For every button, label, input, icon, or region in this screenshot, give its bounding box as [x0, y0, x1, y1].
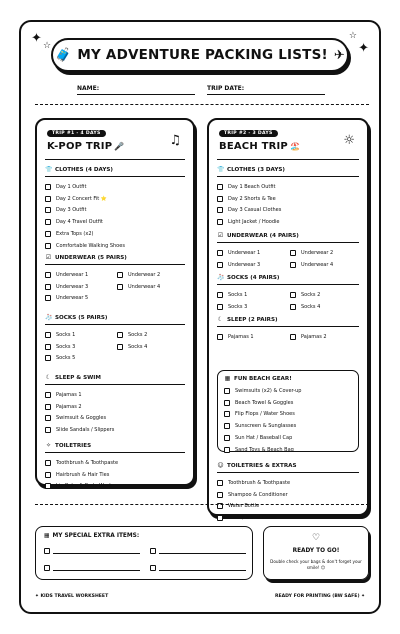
divider	[45, 264, 185, 265]
checklist-item-label: Day 1 Outfit	[56, 183, 87, 190]
checklist-item[interactable]	[217, 289, 286, 301]
checklist-item-label: Underwear 5	[56, 295, 89, 302]
checkbox[interactable]	[217, 515, 223, 521]
star-outline-icon: ☆	[43, 41, 52, 51]
trip-date-field[interactable]	[207, 94, 325, 95]
section-heading-text: SLEEP (2 PAIRS)	[227, 316, 278, 323]
title-banner	[51, 38, 349, 72]
checklist-item-label: Socks 1	[56, 331, 76, 338]
section-heading	[217, 316, 359, 323]
checklist	[45, 329, 185, 364]
divider	[217, 284, 359, 285]
checkbox[interactable]	[217, 196, 223, 202]
checklist-item-label: Toothbrush & Toothpaste	[228, 479, 291, 486]
checkbox[interactable]	[217, 480, 223, 486]
smiley-icon: ☺	[217, 462, 224, 469]
section-heading	[45, 374, 185, 381]
checkbox[interactable]	[45, 184, 51, 190]
extra-item	[150, 562, 246, 571]
checklist-item-label: Hairbrush & Hair Ties	[56, 471, 110, 478]
checklist-item-label: Flip Flops / Water Shoes	[235, 411, 295, 418]
checklist-item[interactable]	[45, 341, 113, 353]
checklist-item[interactable]	[117, 281, 185, 293]
checklist-item[interactable]	[45, 389, 185, 401]
checklist	[217, 181, 359, 228]
checklist	[217, 289, 359, 313]
checklist-item-label: Pajamas 2	[56, 403, 82, 410]
footer	[35, 594, 365, 599]
shirt-icon: 👕	[45, 166, 53, 173]
checklist-item-label: Socks 2	[301, 291, 321, 298]
checklist-item[interactable]	[117, 269, 185, 281]
checkbox[interactable]	[224, 435, 230, 441]
checklist-item-label: Underwear 1	[56, 271, 89, 278]
checklist-item-label: Socks 3	[228, 303, 248, 310]
checklist	[45, 389, 185, 436]
checklist-item-label: Lip Balm & Body Wash	[56, 483, 113, 490]
star-outline-icon: ☆	[348, 31, 357, 41]
sock-icon: 🧦	[45, 314, 53, 321]
checkbox[interactable]	[45, 332, 51, 338]
trip-title-text: BEACH TRIP	[219, 141, 288, 152]
extra-item-field[interactable]	[53, 565, 140, 571]
extra-items-grid	[44, 545, 246, 571]
sleep-section	[217, 316, 359, 343]
checkbox[interactable]	[290, 250, 296, 256]
section-heading	[45, 254, 185, 261]
ready-note: Double check your bags & don't forget your smile! 😊	[270, 559, 362, 570]
checklist-item-label: Day 3 Casual Clothes	[228, 207, 282, 214]
checkbox[interactable]	[45, 219, 51, 225]
checklist-item[interactable]	[290, 301, 359, 313]
checklist-item-label: Comfortable Walking Shoes	[56, 242, 125, 249]
divider	[217, 159, 359, 160]
checklist-item[interactable]	[217, 259, 286, 271]
checklist-item-label: Day 2 Concert Fit ⭐	[56, 195, 108, 202]
checkbox[interactable]	[290, 334, 296, 340]
sock-icon: 🧦	[217, 274, 225, 281]
toiletries-section	[45, 442, 185, 492]
checkbox[interactable]	[290, 262, 296, 268]
checklist-item-label: Sunscreen & Sunglasses	[235, 423, 297, 430]
music-note-icon: ♫	[169, 133, 181, 148]
checklist-item[interactable]	[117, 341, 185, 353]
sparkle-icon: ✧	[45, 442, 52, 449]
clothes-section	[45, 166, 185, 252]
checklist-item[interactable]	[290, 331, 359, 343]
checklist-item-label: Socks 1	[228, 291, 248, 298]
checklist-item[interactable]	[217, 331, 286, 343]
checklist-item[interactable]	[224, 444, 352, 456]
checklist-item-label: Pajamas 2	[301, 333, 327, 340]
checklist-item-label: Underwear 4	[128, 283, 161, 290]
section-heading	[217, 462, 359, 469]
checklist-item[interactable]	[224, 397, 352, 409]
checkbox[interactable]	[45, 231, 51, 237]
checklist-item-label: Underwear 1	[228, 249, 261, 256]
moon-icon: ☾	[217, 316, 224, 323]
checkbox[interactable]	[217, 292, 223, 298]
checkbox[interactable]	[217, 492, 223, 498]
section-heading-text: UNDERWEAR (5 PAIRS)	[55, 254, 127, 261]
checklist-item-label: Toothbrush & Toothpaste	[56, 459, 119, 466]
suitcase-icon: 🧳	[55, 47, 72, 63]
checklist-item[interactable]	[217, 501, 359, 513]
checkbox[interactable]	[217, 219, 223, 225]
extra-item-field[interactable]	[159, 548, 246, 554]
section-heading-text: UNDERWEAR (4 PAIRS)	[227, 232, 299, 239]
checkbox[interactable]	[44, 565, 50, 571]
ready-title: READY TO GO!	[292, 548, 340, 554]
checklist-item-label: Day 3 Outfit	[56, 207, 87, 214]
section-heading	[45, 314, 185, 321]
checklist-item-label: Sun Hat / Baseball Cap	[235, 435, 293, 442]
checklist-item-label: Underwear 2	[301, 249, 334, 256]
checkbox[interactable]	[224, 400, 230, 406]
checklist-item-label: Water Bottle	[228, 503, 260, 510]
checklist-item[interactable]	[224, 420, 352, 432]
checklist-item-label: Shampoo & Conditioner	[228, 491, 288, 498]
checklist-item[interactable]	[217, 247, 286, 259]
checklist-item-label: Socks 4	[301, 303, 321, 310]
extra-items-box	[35, 526, 253, 580]
section-heading-text: CLOTHES (3 DAYS)	[227, 166, 285, 173]
checkbox[interactable]	[224, 423, 230, 429]
divider	[35, 504, 369, 505]
section-heading-text: CLOTHES (4 DAYS)	[55, 166, 113, 173]
checklist-item[interactable]	[45, 240, 185, 252]
checklist-item[interactable]	[117, 329, 185, 341]
checklist	[217, 477, 359, 524]
checklist-item[interactable]	[224, 385, 352, 397]
microphone-icon: 🎤	[114, 142, 125, 151]
checklist	[217, 247, 359, 271]
checkbox[interactable]	[217, 304, 223, 310]
checklist-item[interactable]	[45, 481, 185, 493]
checkbox[interactable]	[45, 344, 51, 350]
trip-title	[219, 141, 300, 152]
checkbox[interactable]	[45, 415, 51, 421]
checkbox[interactable]	[224, 388, 230, 394]
checkbox-icon: ☑	[217, 232, 224, 239]
checklist-item-label: Swimsuits (x2) & Cover-up	[235, 387, 302, 394]
checkbox[interactable]	[224, 447, 230, 453]
checklist-item-label: Socks 5	[56, 355, 76, 362]
underwear-section	[217, 232, 359, 271]
checklist-item[interactable]	[224, 432, 352, 444]
section-heading	[217, 232, 359, 239]
checkbox[interactable]	[217, 207, 223, 213]
checkbox[interactable]	[45, 355, 51, 361]
moon-icon: ☾	[45, 374, 52, 381]
checklist-item[interactable]	[45, 181, 185, 193]
socks-section	[217, 274, 359, 313]
checklist-item[interactable]	[45, 353, 113, 365]
checklist-item[interactable]	[45, 269, 113, 281]
sun-icon: ☼	[343, 133, 355, 148]
divider	[45, 324, 185, 325]
checklist-item[interactable]	[217, 193, 359, 205]
checklist-item[interactable]	[217, 205, 359, 217]
checklist-item-label: Socks 4	[128, 343, 148, 350]
section-heading	[45, 442, 185, 449]
section-heading-text: SOCKS (4 PAIRS)	[227, 274, 280, 281]
beach-gear-box	[217, 370, 359, 452]
divider	[217, 326, 359, 327]
checklist-item[interactable]	[224, 409, 352, 421]
checklist-item[interactable]	[45, 293, 113, 305]
underwear-section	[45, 254, 185, 304]
airplane-icon: ✈	[333, 47, 345, 63]
beach-umbrella-icon: 🏖️	[289, 142, 301, 151]
checklist-item-label: Underwear 4	[301, 261, 334, 268]
checklist-item[interactable]	[45, 469, 185, 481]
extra-item	[150, 545, 246, 554]
checklist-item-label: Swimsuit & Goggles	[56, 415, 107, 422]
extra-item-field[interactable]	[53, 548, 140, 554]
extra-item	[44, 562, 140, 571]
divider	[45, 159, 185, 160]
checkbox[interactable]	[224, 411, 230, 417]
bag-icon: ▦	[44, 533, 50, 539]
section-heading	[45, 166, 185, 173]
trip-badge: TRIP #2 - 3 DAYS	[219, 130, 278, 137]
checklist-item[interactable]	[45, 228, 185, 240]
worksheet-page	[19, 20, 381, 614]
checklist-item[interactable]	[290, 289, 359, 301]
section-heading-text: SOCKS (5 PAIRS)	[55, 314, 108, 321]
divider	[45, 384, 185, 385]
footer-left: ✦ KIDS TRAVEL WORKSHEET	[35, 594, 109, 599]
checkbox[interactable]	[117, 284, 123, 290]
clothes-section	[217, 166, 359, 228]
checkbox[interactable]	[44, 548, 50, 554]
sleep-section	[45, 374, 185, 436]
checklist-item[interactable]	[45, 216, 185, 228]
checklist-item-label: Extra Tops (x2)	[56, 231, 94, 238]
section-heading-text: SLEEP & SWIM	[55, 374, 101, 381]
section-heading-text: TOILETRIES	[55, 442, 92, 449]
extra-item	[44, 545, 140, 554]
toiletries-section	[217, 462, 359, 524]
checklist	[45, 181, 185, 252]
checkbox[interactable]	[217, 334, 223, 340]
checklist-item-label: Light Jacket / Hoodie	[228, 219, 280, 226]
divider	[217, 472, 359, 473]
checklist-item-label: Day 2 Shorts & Tee	[228, 195, 276, 202]
divider	[45, 176, 185, 177]
checklist	[224, 385, 352, 456]
checklist-item[interactable]	[45, 329, 113, 341]
checkbox[interactable]	[45, 460, 51, 466]
star-icon: ✦	[358, 41, 369, 56]
checklist-item[interactable]	[217, 477, 359, 489]
checkbox[interactable]	[45, 196, 51, 202]
section-heading-text: FUN BEACH GEAR!	[234, 375, 292, 382]
trip-date-label: TRIP DATE:	[207, 85, 245, 92]
checkbox[interactable]	[45, 483, 51, 489]
beach-bag-icon: ▦	[224, 375, 231, 382]
checklist-item-label: Pajamas 1	[56, 391, 82, 398]
divider	[217, 242, 359, 243]
checkbox-icon: ☑	[45, 254, 52, 261]
trip-1-card	[35, 118, 195, 490]
checkbox[interactable]	[45, 472, 51, 478]
checklist-item[interactable]	[217, 512, 359, 524]
section-heading	[44, 533, 139, 539]
checkbox[interactable]	[217, 184, 223, 190]
divider	[35, 104, 369, 105]
page-title: MY ADVENTURE PACKING LISTS!	[77, 47, 328, 63]
checkbox[interactable]	[150, 548, 156, 554]
checklist-item[interactable]	[45, 193, 185, 205]
checklist-item[interactable]	[45, 457, 185, 469]
checkbox[interactable]	[217, 262, 223, 268]
checkbox[interactable]	[45, 243, 51, 249]
section-heading	[217, 166, 359, 173]
checklist-item[interactable]	[45, 205, 185, 217]
checkbox[interactable]	[217, 250, 223, 256]
checklist-item-label: Socks 2	[128, 331, 148, 338]
checklist-item-label: Book / Travel Game	[228, 515, 277, 522]
ready-to-go-box	[263, 526, 369, 580]
checklist-item-label: Sand Toys & Beach Bag	[235, 446, 294, 453]
footer-right: READY FOR PRINTING (BW SAFE) ✦	[274, 594, 365, 599]
trip-title	[47, 141, 124, 152]
star-icon: ✦	[31, 31, 42, 46]
extra-item-field[interactable]	[159, 565, 246, 571]
checklist	[45, 269, 185, 304]
checklist	[217, 331, 359, 343]
section-heading	[217, 274, 359, 281]
checklist-item-label: Slide Sandals / Slippers	[56, 427, 115, 434]
trip-2-card	[207, 118, 369, 522]
checklist-item[interactable]	[217, 181, 359, 193]
checklist-item[interactable]	[290, 247, 359, 259]
heart-icon: ♡	[311, 533, 321, 543]
checklist-item-label: Socks 3	[56, 343, 76, 350]
checklist	[45, 457, 185, 492]
checklist-item[interactable]	[290, 259, 359, 271]
trip-title-text: K-POP TRIP	[47, 141, 113, 152]
checkbox[interactable]	[117, 272, 123, 278]
checkbox[interactable]	[45, 295, 51, 301]
checkbox[interactable]	[45, 427, 51, 433]
checklist-item[interactable]	[45, 281, 113, 293]
checkbox[interactable]	[117, 344, 123, 350]
checklist-item-label: Underwear 3	[56, 283, 89, 290]
section-heading-text: TOILETRIES & EXTRAS	[227, 462, 297, 469]
divider	[45, 452, 185, 453]
checklist-item-label: Day 4 Travel Outfit	[56, 219, 103, 226]
name-label: NAME:	[77, 85, 100, 92]
checkbox[interactable]	[290, 304, 296, 310]
trip-badge: TRIP #1 - 4 DAYS	[47, 130, 106, 137]
shirt-icon: 👕	[217, 166, 225, 173]
checkbox[interactable]	[117, 332, 123, 338]
checkbox[interactable]	[150, 565, 156, 571]
checkbox[interactable]	[45, 284, 51, 290]
checklist-item[interactable]	[45, 413, 185, 425]
checkbox[interactable]	[45, 207, 51, 213]
section-heading-text: MY SPECIAL EXTRA ITEMS:	[52, 533, 140, 539]
name-date-row	[77, 82, 337, 98]
section-heading	[224, 375, 352, 382]
checkbox[interactable]	[45, 392, 51, 398]
checklist-item-label: Beach Towel & Goggles	[235, 399, 294, 406]
checklist-item[interactable]	[217, 489, 359, 501]
checklist-item[interactable]	[217, 216, 359, 228]
checklist-item[interactable]	[45, 424, 185, 436]
name-field[interactable]	[77, 94, 195, 95]
divider	[217, 176, 359, 177]
checklist-item-label: Underwear 3	[228, 261, 261, 268]
checklist-item[interactable]	[217, 301, 286, 313]
checkbox[interactable]	[290, 292, 296, 298]
checklist-item[interactable]	[45, 401, 185, 413]
checklist-item-label: Pajamas 1	[228, 333, 254, 340]
socks-section	[45, 314, 185, 364]
checkbox[interactable]	[45, 272, 51, 278]
checkbox[interactable]	[45, 404, 51, 410]
checklist-item-label: Underwear 2	[128, 271, 161, 278]
checklist-item-label: Day 1 Beach Outfit	[228, 183, 276, 190]
